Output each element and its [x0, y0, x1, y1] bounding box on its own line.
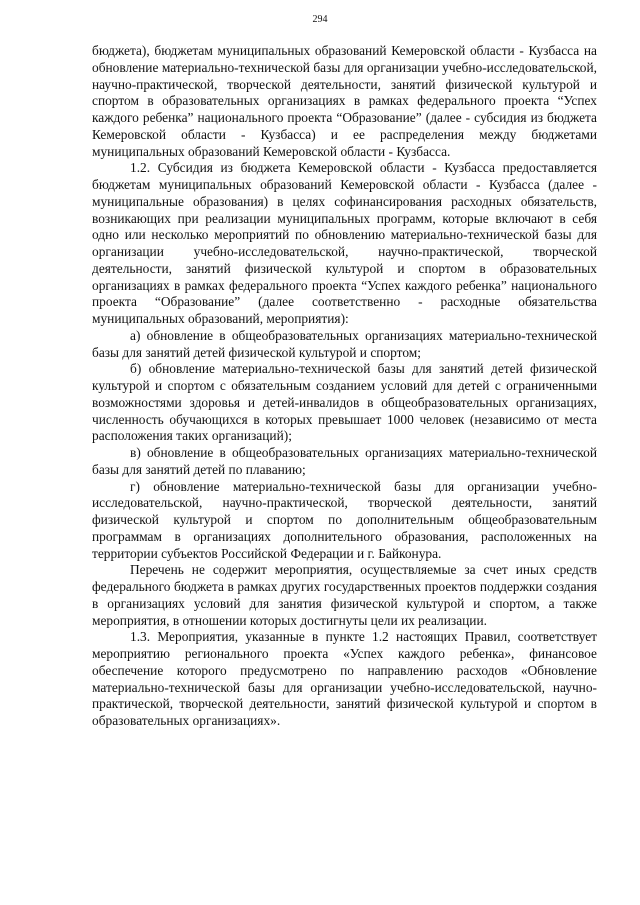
paragraph-exclusions: Перечень не содержит мероприятия, осуществляемые за счет иных средств федерального бюджета в рамках других государственных проектов поддержки создания в организациях условий для занятия физической культурой и спортом, а также мероприятия, в отношении которых достигнуты цели их реализации.	[92, 562, 597, 628]
page-number: 294	[312, 14, 328, 25]
list-item-v: в) обновление в общеобразовательных организациях материально-технической базы для занятий детей по плаванию;	[92, 445, 597, 477]
paragraph-1-2: 1.2. Субсидия из бюджета Кемеровской области - Кузбасса предоставляется бюджетам муниципальных образований Кемеровской области - Кузбасса (далее - муниципальные образования) в целях софинансирования расходных обязательств, возникающих при реализации муниципальных программ, которые включают в себя одно или несколько мероприятий по обновлению материально-технической базы для организации учебно-исследовательской, научно-практической, творческой деятельности, занятий физической культурой и спортом в образовательных организациях в рамках федерального проекта “Успех каждого ребенка” национального проекта “Образование” (далее соответственно - расходные обязательства муниципальных образований, мероприятия):	[92, 160, 597, 326]
list-item-g: г) обновление материально-технической базы для организации учебно-исследовательской, научно-практической, творческой деятельности, занятий физической культурой и спортом по дополнительным общеобразовательным программам в организациях дополнительного образования, расположенных на территории субъектов Российской Федерации и г. Байконура.	[92, 478, 597, 561]
paragraph-continuation: бюджета), бюджетам муниципальных образований Кемеровской области - Кузбасса на обновление материально-технической базы для организации учебно-исследовательской, научно-практической, творческой деятельности, занятий физической культурой и спортом в образовательных организациях в рамках федерального проекта “Успех каждого ребенка” национального проекта “Образование” (далее - субсидия из бюджета Кемеровской области - Кузбасса) и ее распределения между бюджетами муниципальных образований Кемеровской области - Кузбасса.	[92, 43, 597, 159]
document-body	[92, 43, 597, 730]
list-item-b: б) обновление материально-технической базы для занятий детей физической культурой и спортом с обязательным созданием условий для детей с ограниченными возможностями здоровья и детей-инвалидов в общеобразовательных организациях, численность обучающихся в которых превышает 1000 человек (независимо от места расположения таких организаций);	[92, 361, 597, 444]
paragraph-1-3: 1.3. Мероприятия, указанные в пункте 1.2 настоящих Правил, соответствует мероприятию регионального проекта «Успех каждого ребенка», финансовое обеспечение которого предусмотрено по направлению расходов «Обновление материально-технической базы для организации учебно-исследовательской, научно-практической, творческой деятельности, занятий физической культурой и спортом в образовательных организациях».	[92, 629, 597, 728]
list-item-a: а) обновление в общеобразовательных организациях материально-технической базы для занятий детей физической культурой и спортом;	[92, 327, 597, 360]
